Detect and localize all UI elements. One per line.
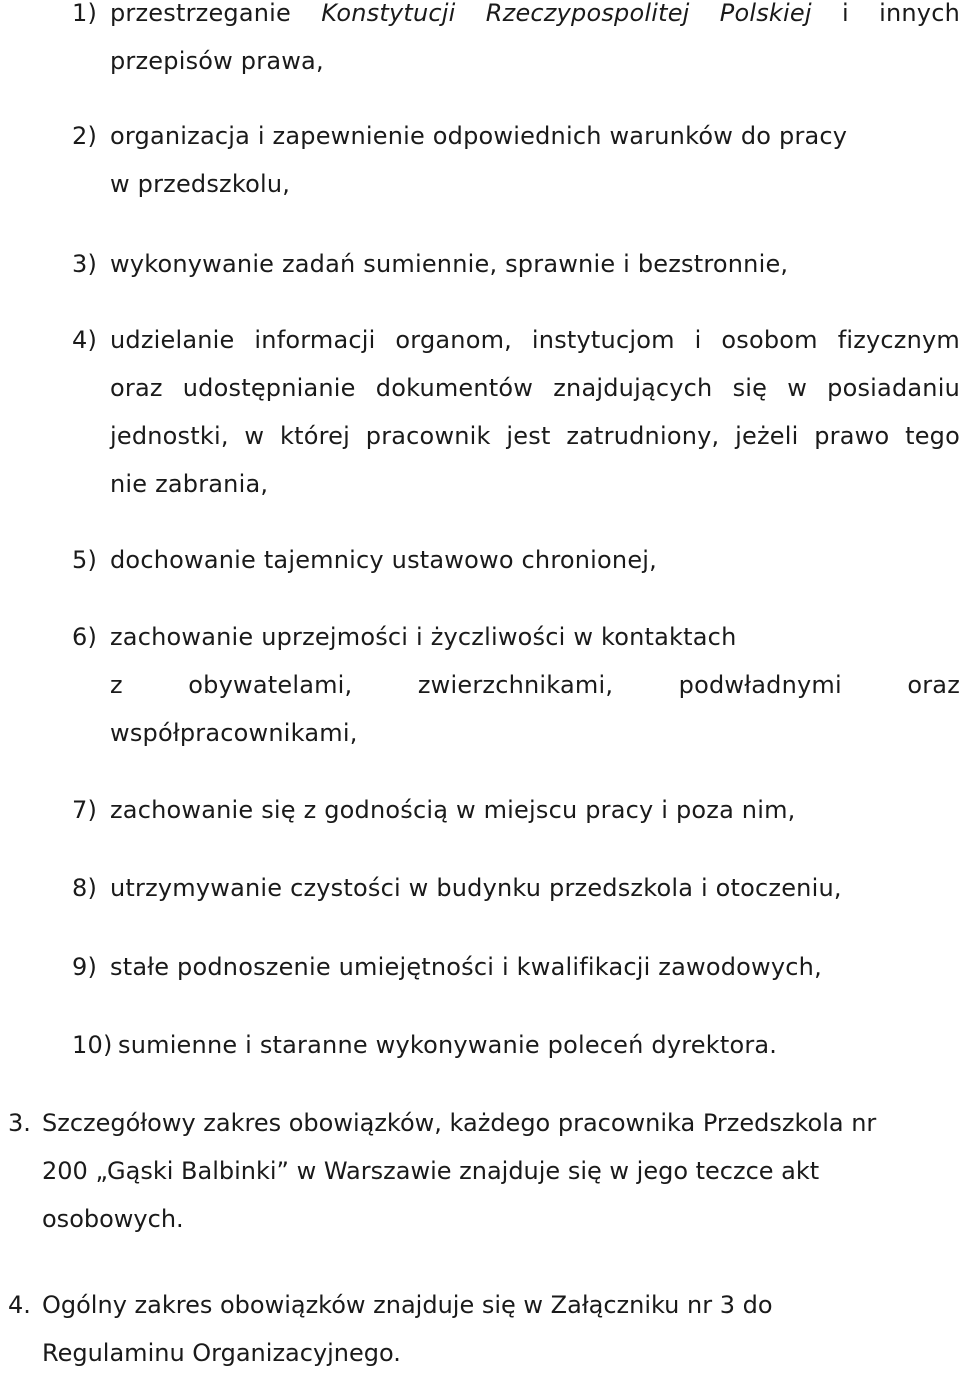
list-item-6 xyxy=(72,613,960,757)
list-item-line: przestrzeganie Konstytucji Rzeczypospolitej Polskiej i innych xyxy=(110,0,960,27)
list-item-text xyxy=(110,536,960,584)
list-item-text xyxy=(110,864,960,912)
list-item-number: 2) xyxy=(72,122,98,150)
list-item-line: nie zabrania, xyxy=(110,470,269,498)
list-item-10 xyxy=(72,1021,960,1069)
list-item-number: 10) xyxy=(72,1031,113,1059)
list-item-text xyxy=(110,613,960,757)
list-item-line: organizacja i zapewnienie odpowiednich warunków do pracy xyxy=(110,122,848,150)
list-item-text xyxy=(118,1021,960,1069)
list-item-text xyxy=(110,112,960,208)
list-item-line: utrzymywanie czystości w budynku przedszkola i otoczeniu, xyxy=(110,874,842,902)
list-item-number: 3) xyxy=(72,250,98,278)
list-item-line: zachowanie uprzejmości i życzliwości w kontaktach xyxy=(110,623,737,651)
section-4 xyxy=(8,1281,952,1377)
list-item-number: 9) xyxy=(72,953,98,981)
list-item-number: 4) xyxy=(72,326,98,354)
list-item-4 xyxy=(72,316,960,508)
list-item-text xyxy=(110,240,960,288)
list-item-line: współpracownikami, xyxy=(110,719,358,747)
section-line: Ogólny zakres obowiązków znajduje się w Załączniku nr 3 do xyxy=(42,1291,773,1319)
section-text xyxy=(42,1281,952,1377)
list-item-line: stałe podnoszenie umiejętności i kwalifikacji zawodowych, xyxy=(110,953,822,981)
list-item-8 xyxy=(72,864,960,912)
list-item-line: zachowanie się z godnością w miejscu pracy i poza nim, xyxy=(110,796,796,824)
section-number: 3. xyxy=(8,1109,31,1137)
section-number: 4. xyxy=(8,1291,31,1319)
section-line: Regulaminu Organizacyjnego. xyxy=(42,1339,401,1367)
list-item-line: sumienne i staranne wykonywanie poleceń dyrektora. xyxy=(118,1031,778,1059)
list-item-number: 5) xyxy=(72,546,98,574)
list-item-7 xyxy=(72,786,960,834)
list-item-1 xyxy=(72,0,960,85)
list-item-number: 8) xyxy=(72,874,98,902)
list-item-line: z obywatelami, zwierzchnikami, podwładnymi oraz xyxy=(110,671,960,699)
section-line: 200 „Gąski Balbinki” w Warszawie znajduje się w jego teczce akt xyxy=(42,1157,820,1185)
list-item-text xyxy=(110,0,960,85)
section-line: osobowych. xyxy=(42,1205,184,1233)
list-item-number: 1) xyxy=(72,0,98,27)
section-3 xyxy=(8,1099,952,1243)
list-item-5 xyxy=(72,536,960,584)
list-item-line: jednostki, w której pracownik jest zatrudniony, jeżeli prawo tego xyxy=(110,422,960,450)
list-item-number: 7) xyxy=(72,796,98,824)
list-item-3 xyxy=(72,240,960,288)
list-item-number: 6) xyxy=(72,623,98,651)
list-item-2 xyxy=(72,112,960,208)
list-item-line: w przedszkolu, xyxy=(110,170,291,198)
list-item-text xyxy=(110,786,960,834)
list-item-text xyxy=(110,316,960,508)
section-text xyxy=(42,1099,952,1243)
list-item-line: wykonywanie zadań sumiennie, sprawnie i bezstronnie, xyxy=(110,250,789,278)
list-item-text xyxy=(110,943,960,991)
section-line: Szczegółowy zakres obowiązków, każdego pracownika Przedszkola nr xyxy=(42,1109,877,1137)
list-item-line: oraz udostępnianie dokumentów znajdujących się w posiadaniu xyxy=(110,374,960,402)
list-item-line: dochowanie tajemnicy ustawowo chronionej, xyxy=(110,546,658,574)
list-item-line: przepisów prawa, xyxy=(110,47,324,75)
list-item-line: udzielanie informacji organom, instytucjom i osobom fizycznym xyxy=(110,326,960,354)
list-item-9 xyxy=(72,943,960,991)
